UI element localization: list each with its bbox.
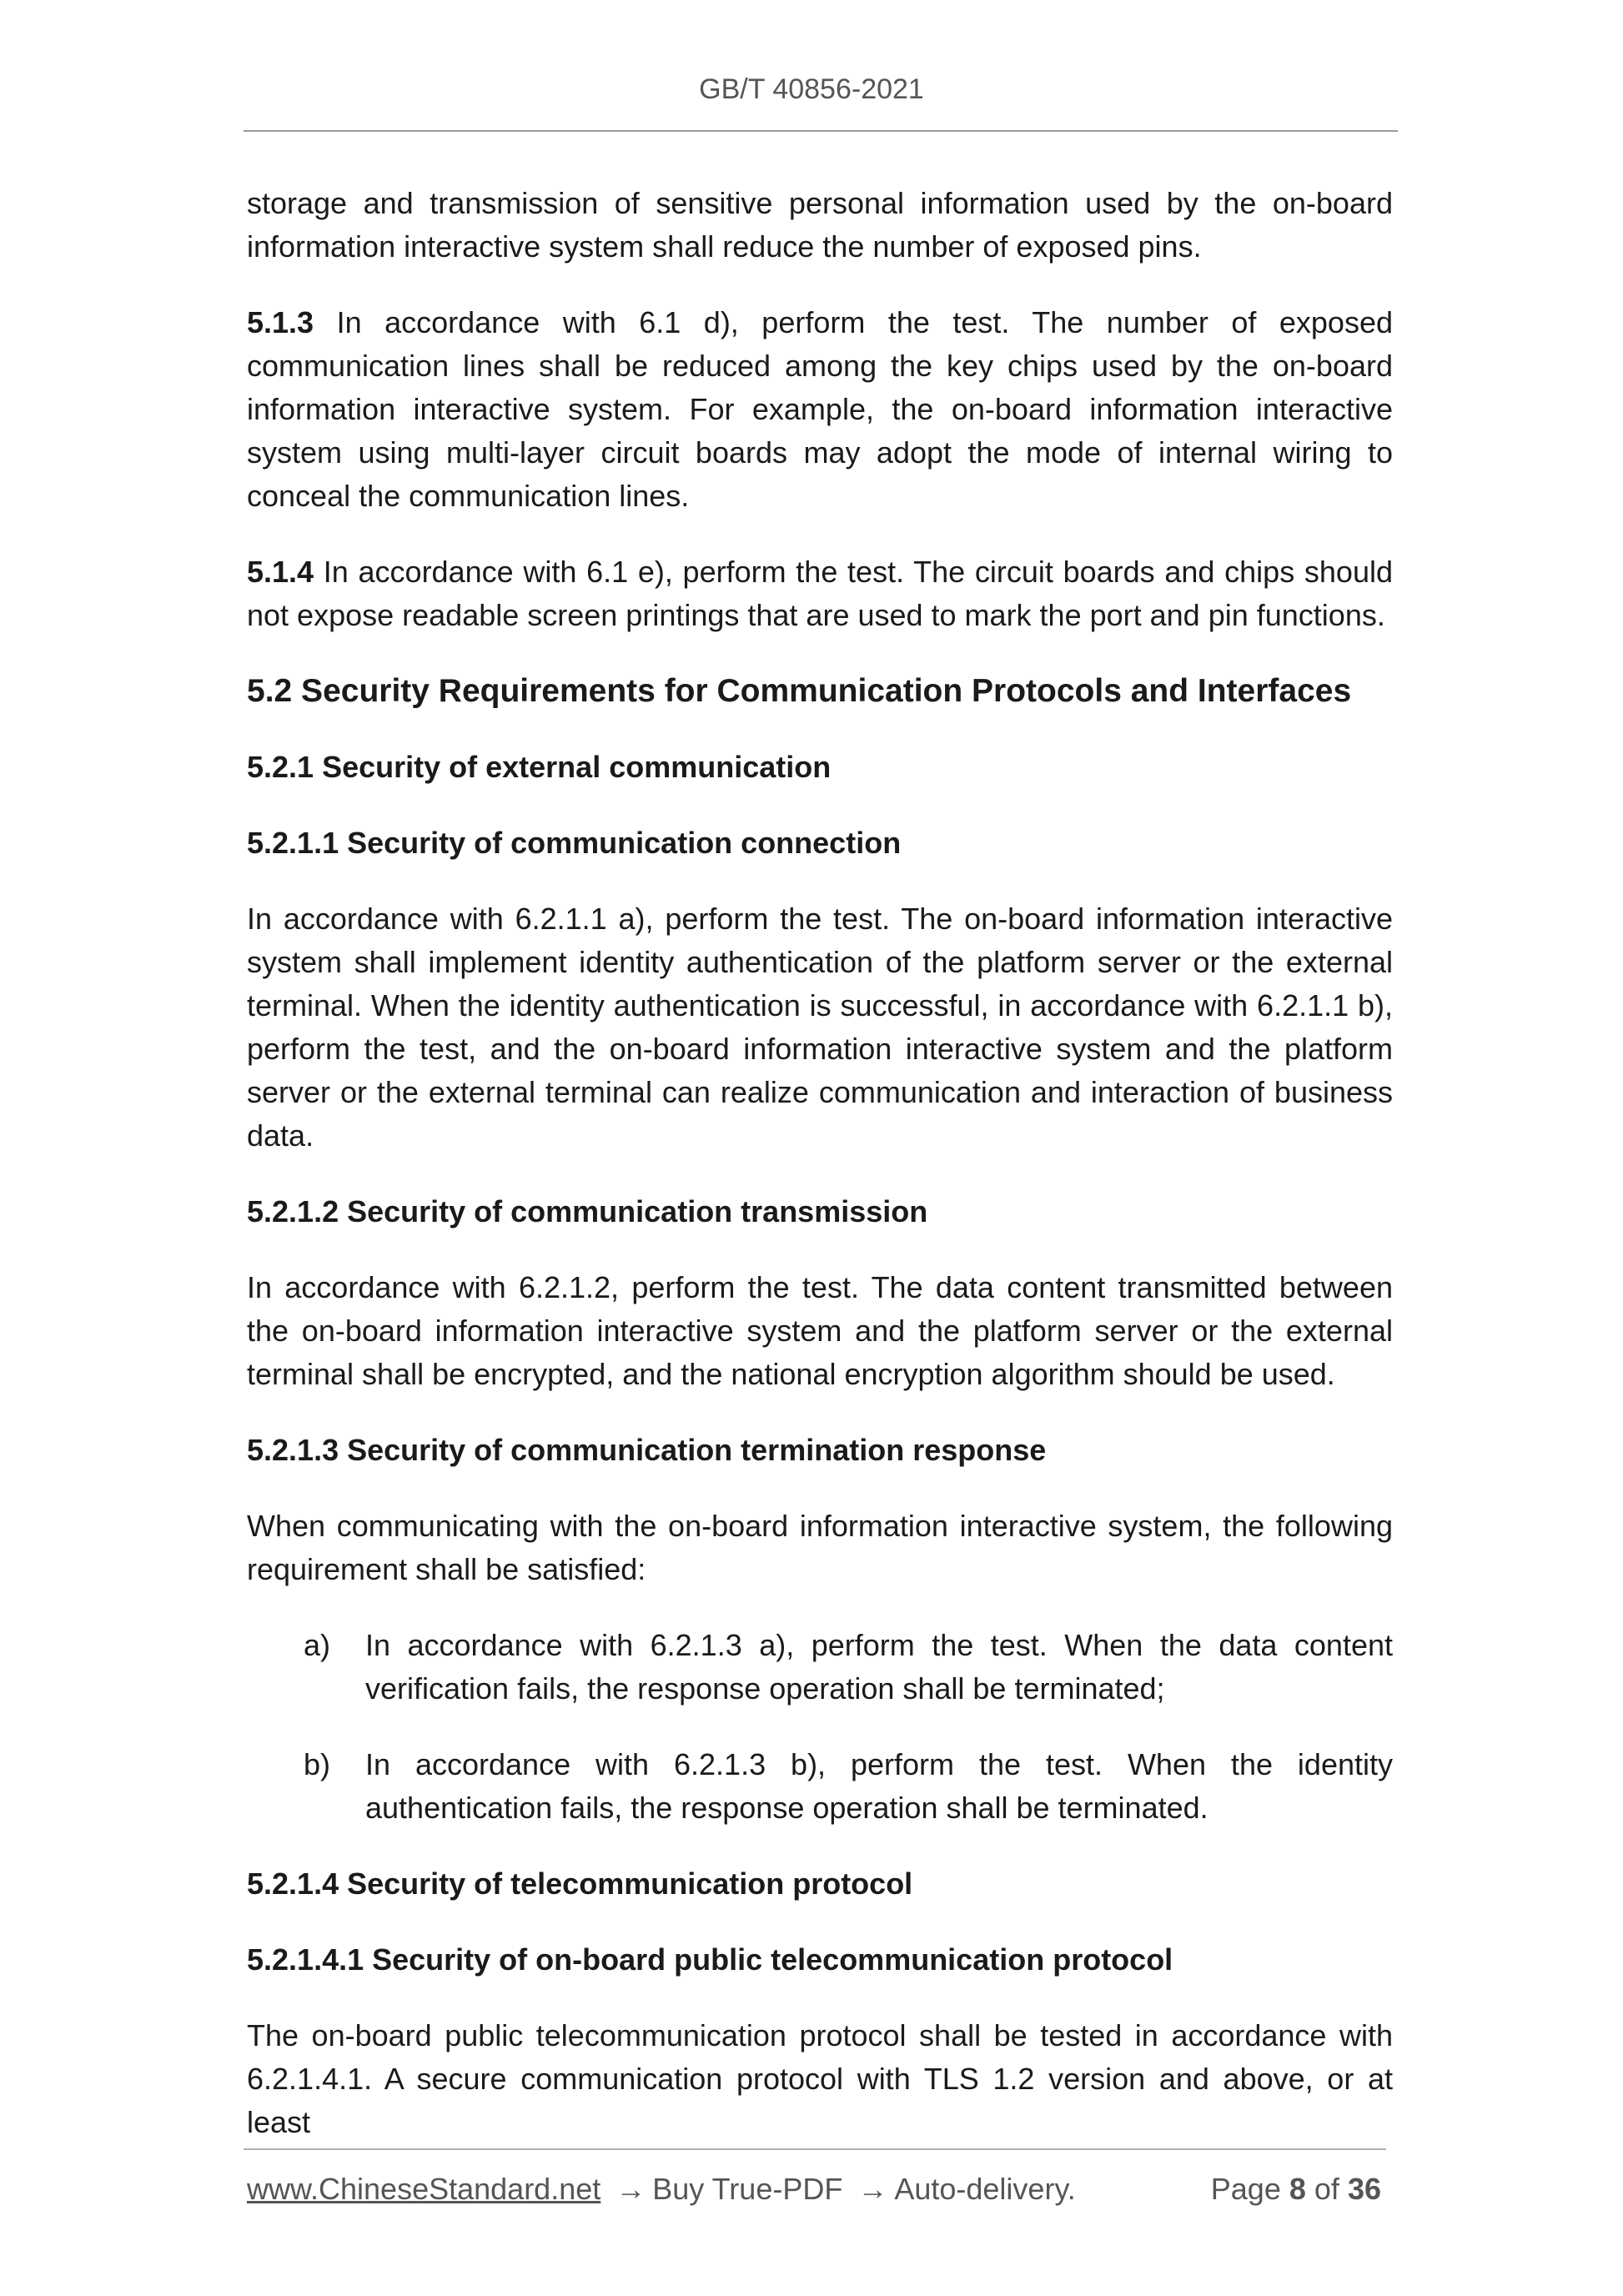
total-pages: 36 [1347, 2172, 1381, 2206]
page-number [1211, 2171, 1381, 2208]
clause-5-1-3 [247, 301, 1393, 518]
arrow-right-icon: → [616, 2172, 646, 2206]
list-item [247, 1743, 1393, 1830]
list-marker: b) [304, 1747, 331, 1781]
clause-text: In accordance with 6.1 d), perform the test. The number of exposed communication lines shall be reduced among the key chips used by the on-board information interactive system. For example, the on-board information interactive system using multi-layer circuit boards may adopt the mode of internal wiring to conceal the communication lines. [247, 305, 1393, 513]
section-heading-5-2-1-4-1: 5.2.1.4.1 Security of on-board public telecommunication protocol [247, 1942, 1173, 1977]
footer-promo [247, 2171, 1076, 2208]
website-link[interactable]: www.ChineseStandard.net [247, 2172, 601, 2206]
list-item [247, 1624, 1393, 1711]
section-heading-5-2: 5.2 Security Requirements for Communication Protocols and Interfaces [247, 673, 1352, 709]
clause-text: In accordance with 6.1 e), perform the test. The circuit boards and chips should not expose readable screen printings that are used to mark the port and pin functions. [247, 555, 1393, 632]
paragraph-5-2-1-2: In accordance with 6.2.1.2, perform the test. The data content transmitted between the on-board information interactive system and the platform server or the external terminal shall be encrypted, and the national encryption algorithm should be used. [247, 1270, 1393, 1391]
of-label: of [1314, 2172, 1339, 2206]
paragraph-intro: storage and transmission of sensitive personal information used by the on-board information interactive system shall reduce the number of exposed pins. [247, 186, 1393, 264]
list-item-text: In accordance with 6.2.1.3 b), perform the test. When the identity authentication fails, the response operation shall be terminated. [365, 1747, 1393, 1825]
section-heading-5-2-1-4: 5.2.1.4 Security of telecommunication protocol [247, 1866, 913, 1901]
footer-divider [244, 2148, 1386, 2150]
paragraph-5-2-1-1: In accordance with 6.2.1.1 a), perform the test. The on-board information interactive system shall implement identity authentication of the platform server or the external terminal. When the identity authentication is successful, in accordance with 6.2.1.1 b), perform the test, and the on-board information interactive system and the platform server or the external terminal can realize communication and interaction of business data. [247, 902, 1393, 1153]
section-heading-5-2-1-3: 5.2.1.3 Security of communication termination response [247, 1433, 1047, 1467]
list-marker: a) [304, 1628, 331, 1662]
section-heading-5-2-1-1: 5.2.1.1 Security of communication connection [247, 826, 902, 860]
list-item-text: In accordance with 6.2.1.3 a), perform the test. When the data content verification fails, the response operation shall be terminated; [365, 1628, 1393, 1706]
arrow-right-icon: → [857, 2172, 888, 2206]
current-page: 8 [1289, 2172, 1306, 2206]
document-id-header: GB/T 40856-2021 [699, 73, 924, 105]
clause-5-1-4 [247, 550, 1393, 637]
delivery-text: Auto-delivery. [894, 2172, 1076, 2206]
clause-number: 5.1.3 [247, 305, 314, 339]
paragraph-5-2-1-4-1: The on-board public telecommunication protocol shall be tested in accordance with 6.2.1.4.1. A secure communication protocol with TLS 1.2 version and above, or at least [247, 2018, 1393, 2139]
buy-text: Buy True-PDF [652, 2172, 843, 2206]
clause-number: 5.1.4 [247, 555, 314, 589]
paragraph-5-2-1-3: When communicating with the on-board information interactive system, the following requirement shall be satisfied: [247, 1509, 1393, 1586]
section-heading-5-2-1-2: 5.2.1.2 Security of communication transmission [247, 1194, 928, 1228]
page-label: Page [1210, 2172, 1281, 2206]
header-divider [244, 130, 1398, 132]
page-content [247, 182, 1393, 2177]
section-heading-5-2-1: 5.2.1 Security of external communication [247, 750, 832, 784]
